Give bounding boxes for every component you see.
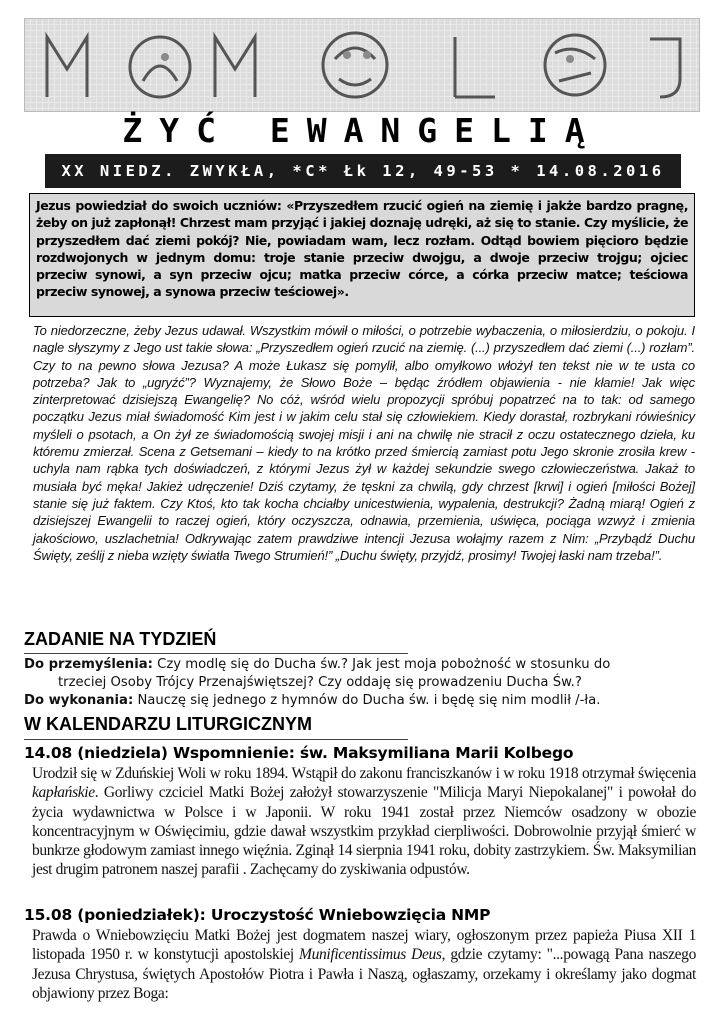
task-heading: ZADANIE NA TYDZIEŃ (24, 629, 217, 649)
task-reflect-text-1: Czy modlę się do Ducha św.? Jak jest moja pobożność w stosunku do (157, 657, 611, 672)
calendar-entry-text (32, 926, 696, 1003)
mosaic-letters-banner-icon (25, 19, 699, 111)
date-bar (45, 154, 681, 188)
calendar-divider (24, 739, 408, 740)
gospel-text: Jezus powiedział do swoich uczniów: «Przyszedłem rzucić ogień na ziemię i jakże bardzo pragnę, żeby on już zapłonął! Chrzest mam przyjąć i jakiej doznaję udręki, aż się to stanie. Czy myślicie, że przyszedłem dać ziemi pokój? Nie, powiadam wam, lecz rozłam. Odtąd bowiem pięcioro będzie rozdwojonych w jednym domu: troje stanie przeciw dwojgu, a dwoje przeciw trojgu; ojciec przeciw synowi, a syn przeciw ojcu; matka przeciw córce, a córka przeciw matce; teściowa przeciw synowej, a synowa przeciw teściowej». (36, 198, 688, 300)
entry-text-part: Urodził się w Zduńskiej Woli w roku 1894. Wstąpił do zakonu franciszkanów i w roku 1918 otrzymał święcenia (32, 765, 696, 782)
task-do-label: Do wykonania: (24, 693, 134, 708)
task-do-line (24, 692, 600, 710)
task-reflect-line-2: trzeciej Osoby Trójcy Przenajświętszej? Czy oddaję się prowadzeniu Ducha Św.? (58, 675, 582, 690)
calendar-entry-title: 15.08 (poniedziałek): Uroczystość Wniebowzięcia NMP (24, 906, 491, 924)
calendar-heading: W KALENDARZU LITURGICZNYM (24, 714, 312, 734)
entry-text-emphasis: Munificentissimus Deus (299, 946, 442, 964)
entry-text-emphasis: kapłańskie (32, 784, 95, 802)
task-do-text: Nauczę się jednego z hymnów do Ducha św. i będę się nim modlił /-ła. (137, 693, 601, 708)
task-reflect-label: Do przemyślenia: (24, 657, 153, 672)
task-divider (24, 653, 408, 654)
publication-subtitle: ŻYĆ EWANGELIĄ (122, 111, 602, 150)
entry-text-part: , gdzie czytamy: "...powagą Pana naszego Jezusa Chrystusa, świętych Apostołów Piotra i Pawła i Naszą, ogłaszamy, orzekamy i określamy jako dogmat objawiony przez Boga: (32, 946, 696, 1002)
task-reflect-line (24, 656, 610, 674)
calendar-entry-title: 14.08 (niedziela) Wspomnienie: św. Maksymiliana Marii Kolbego (24, 744, 574, 762)
masthead-banner (24, 18, 700, 112)
date-bar-text: XX NIEDZ. ZWYKŁA, *C* Łk 12, 49-53 * 14.08.2016 (61, 162, 665, 180)
gospel-box (29, 193, 695, 317)
entry-text-part: . Gorliwy czciciel Matki Bożej założył stowarzyszenie "Milicja Maryi Niepokalanej" i powołał do życia wydawnictwa w Polsce i w Japonii. W roku 1941 został przez Niemców osadzony w obozie koncentracyjnym w Oświęcimiu, gdzie dawał wszystkim przykład cierpliwości. Dobrowolnie przyjął śmierć w bunkrze głodowym zamiast innego więźnia. Zginął 14 sierpnia 1941 roku, dobity zastrzykiem. Św. Maksymilian jest drugim patronem naszej parafii . Zachęcamy do zyskiwania odpustów. (32, 784, 696, 879)
entry-text-part: Prawda o Wniebowzięciu Matki Bożej jest dogmatem naszej wiary, ogłoszonym przez papieża Piusa XII 1 listopada 1950 r. w konstytucji apostolskiej (32, 927, 696, 964)
commentary-text: To niedorzeczne, żeby Jezus udawał. Wszystkim mówił o miłości, o potrzebie wybaczenia, o miłosierdziu, o pokoju. I nagle słyszymy z Jego ust takie słowa: „Przyszedłem ogień rzucić na ziemię. (...) przyszedłem dać ziemi (...) rozłam”. Czy to na pewno słowa Jezusa? A może Łukasz się pomylił, albo omyłkowo włożył ten tekst nie w te usta co potrzeba? Jak to „ugryźć”? Wyznajemy, że Słowo Boże – będąc źródłem objawienia - nie kłamie! Jak więc zinterpretować dzisiejszą Ewangelię? No cóż, wśród wielu propozycji spróbuj popatrzeć na to tak: od samego początku Jezus miał świadomość Kim jest i w jakim celu stał się człowiekiem. Kiedy dorastał, rozbrykani rówieśnicy myśleli o psotach, a On żył ze świadomością swojej misji i ani na chwilę nie stracił z oczu ostatecznego dzieła, ku któremu zmierzał. Scena z Getsemani – kiedy to na krótko przed śmiercią zamiast potu Jego skronie zrosiła krew - uchyla nam rąbka tych doświadczeń, z którymi Jezus żył w każdej sekundzie swego człowieczeństwa. Jakaż to musiała być męka! Jakież udręczenie! Dziś czytamy, że tęskni za chwilą, gdy chrzest [krwi] i ogień [miłości Bożej] stanie się już faktem. Czy Ktoś, kto tak kocha chciałby unicestwienia, wypalenia, destrukcji? Żadną miarą! Ogień z dzisiejszej Ewangelii to raczej ogień, który oczyszcza, odnawia, przemienia, uświęca, pociąga wzwyż i zmienia jakościowo, uszlachetnia! Odkrywając zatem prawdziwe intencji Jezusa wołajmy razem z Nim: „Przybądź Duchu Święty, ześlij z nieba wzięty światła Twego Strumień!” „Duchu święty, przyjdź, prosimy! Twojej łaski nam trzeba!”. (33, 323, 695, 563)
calendar-entry-text (32, 764, 696, 880)
